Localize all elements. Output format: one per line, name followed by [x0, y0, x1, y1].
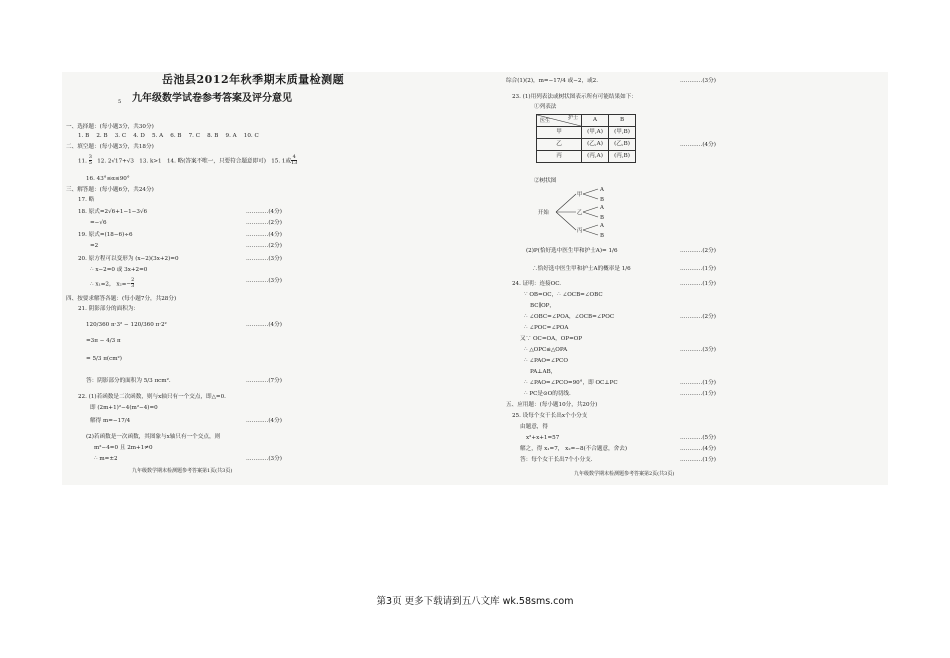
answer: 4. D [133, 133, 145, 139]
table-row [537, 139, 636, 151]
answer: 5. A [151, 133, 164, 139]
tree-leaf: A [600, 187, 604, 193]
section-5-heading: 五、应用题：(每小题10分，共20分) [506, 402, 598, 408]
q24-line: ∴ ∠OBC=∠POA，∠OCB=∠POC [524, 314, 615, 320]
exam-title: 岳池县2012年秋季期末质量检测题 [162, 73, 345, 86]
answer: 6. B [170, 133, 182, 139]
score: …………(3分) [680, 78, 716, 84]
table-corner [537, 115, 582, 127]
outcome-table [536, 114, 636, 163]
root-fraction [131, 278, 134, 290]
numerator: 3 [88, 154, 92, 160]
q23-conclusion: ∴恰好选中医生甲和护士A的概率是 1/6 [532, 266, 631, 272]
q18-line2: =−√6 [90, 220, 107, 226]
score: …………(4分) [680, 446, 716, 452]
score: …………(1分) [680, 457, 716, 463]
q19-line2: =2 [90, 243, 99, 249]
q22-line6: ∴ m=±2 [94, 456, 118, 462]
tree-leaf: A [600, 205, 604, 211]
q24-line: 又∵ OC=OA，OP=OP [520, 336, 583, 342]
score: …………(1分) [680, 391, 716, 397]
q21-line2: =3π − 4/3 π [86, 338, 121, 344]
q15-fraction [291, 155, 297, 167]
denominator: 5 [88, 160, 92, 167]
q11-fraction [89, 155, 92, 167]
q20-line2: ∴ x−2=0 或 3x+2=0 [90, 267, 148, 273]
table-cell: (丙,A) [582, 151, 609, 163]
section-2-heading: 二、填空题：(每小题3分，共18分) [66, 144, 154, 150]
q11-label: 11. [78, 158, 87, 165]
score: …………(2分) [680, 314, 716, 320]
answer-key-title: 九年级数学试卷参考答案及评分意见 [132, 93, 292, 104]
numerator: 4 [292, 154, 296, 160]
tree-node: 乙 [577, 210, 583, 216]
q24-line: ∴ PC是⊙O的切线. [524, 391, 571, 397]
table-cell: (乙,B) [609, 139, 636, 151]
q21: 21. 阴影部分的面积为： [78, 306, 140, 312]
combined-result: 综合(1)(2)，m=−17/4 或−2，或2. [506, 78, 599, 84]
q23-probability: (2)P(恰好选中医生甲和护士A)= 1/6 [526, 248, 618, 254]
row-header: 乙 [537, 139, 582, 151]
q16: 16. 43°≤α≤90° [86, 176, 130, 182]
row-header: 甲 [537, 127, 582, 139]
q24-line: ∴ ∠PAO=∠PCO [524, 358, 568, 364]
answer: 1. B [78, 133, 90, 139]
score: …………(1分) [680, 281, 716, 287]
score: …………(3分) [680, 347, 716, 353]
q15-label: 15. 1或 [271, 158, 292, 165]
corner-bottom-label: 医生 [540, 118, 551, 125]
section-1-heading: 一、选择题：(每小题3分，共30分) [66, 124, 154, 130]
table-cell: (乙,A) [582, 139, 609, 151]
q22-line4: (2)若函数是一次函数，其图象与x轴只有一个交点，则 [86, 434, 221, 440]
q20-roots: ∴ x₁=2， x₂=− [90, 281, 132, 288]
tree-node: 丙 [577, 228, 583, 234]
section-3-heading: 三、解答题：(每小题6分，共24分) [66, 187, 154, 193]
table-cell: (甲,A) [582, 127, 609, 139]
q22-line5: m²−4=0 且 2m+1≠0 [94, 445, 153, 451]
q24-line: ∵ OB=OC，∴ ∠OCB=∠OBC [524, 292, 603, 298]
score: …………(4分) [246, 232, 282, 238]
row-header: 丙 [537, 151, 582, 163]
q18-line1: 18. 原式=2√6+1−1−3√6 [78, 209, 148, 215]
numerator: 2 [131, 277, 135, 283]
answer: 7. C [188, 133, 201, 139]
margin-mark: 5 [118, 99, 122, 105]
column-header: A [582, 115, 609, 127]
q24-line: ∴ △OPC≌△OPA [524, 347, 568, 353]
score: …………(4分) [246, 418, 282, 424]
q24-line: PA⊥AB， [530, 369, 557, 375]
score: …………(4分) [246, 322, 282, 328]
q25-line: 答：每个女干长出7个小分支. [520, 457, 593, 463]
table-row [537, 127, 636, 139]
q24-line: ∴ ∠PAO=∠PCO=90°，即 OC⊥PC [524, 380, 618, 386]
score: …………(2分) [246, 243, 282, 249]
q17: 17. 略 [78, 197, 95, 203]
score: …………(2分) [246, 220, 282, 226]
answer: 3. C [114, 133, 127, 139]
answer: 8. B [207, 133, 219, 139]
denominator: 13 [291, 160, 298, 167]
section-4-heading: 四、按要求解答各题：(每小题7分，共28分) [66, 296, 177, 302]
right-footer: 九年级数学期末检测题参考答案第2页(共3页) [574, 471, 675, 477]
q13: 13. k>1 [139, 158, 162, 165]
score: …………(5分) [680, 435, 716, 441]
choice-answers [78, 133, 259, 141]
answer: 9. A [225, 133, 237, 139]
answer: 10. C [243, 133, 259, 139]
q25-line: 25. 设每个女干长出x个小分支 [512, 413, 588, 419]
q24-line: ∴ ∠POC=∠POA [524, 325, 569, 331]
score: …………(7分) [246, 378, 282, 384]
corner-top-label: 护士 [567, 115, 578, 121]
table-cell: (甲,B) [609, 127, 636, 139]
q20-line3 [90, 278, 134, 290]
tree-leaf: B [600, 197, 604, 203]
q14: 14. 略(答案不唯一，只要符合题意即可) [166, 158, 266, 165]
q22-line3: 解得 m=−17/4 [90, 418, 131, 424]
q21-line1: 120/360 π·3² − 120/360 π·2² [86, 322, 167, 328]
table-cell: (丙,B) [609, 151, 636, 163]
q21-answer: 答：阴影部分的面积为 5/3 πcm². [86, 378, 171, 384]
q20-line1: 20. 原方程可以变形为 (x−2)(3x+2)=0 [78, 256, 179, 262]
q19-line1: 19. 原式=(18−6)÷6 [78, 232, 133, 238]
table-method-label: ①列表法 [534, 104, 557, 110]
score: …………(1分) [680, 380, 716, 386]
score: …………(2分) [680, 248, 716, 254]
q22-line1: 22. (1)若函数是二次函数，则与x轴只有一个交点，即△=0. [78, 394, 226, 400]
score: …………(4分) [246, 209, 282, 215]
tree-leaf: B [600, 233, 604, 238]
score: …………(3分) [246, 256, 282, 262]
table-row [537, 151, 636, 163]
q24-heading: 24. 证明：连接OC. [512, 281, 562, 287]
answer: 2. B [96, 133, 108, 139]
fill-answers [78, 155, 297, 167]
score: …………(3分) [246, 456, 282, 462]
q25-line: 由题意，得 [520, 424, 548, 430]
q25-line: x²+x+1=57 [526, 435, 560, 441]
tree-root: 开始 [538, 210, 549, 216]
tree-method-label: ②树状图 [534, 178, 557, 184]
q23-heading: 23. (1)用列表法或树状图表示所有可能结果如下： [512, 94, 637, 100]
q24-line: BC∥OP， [530, 303, 556, 309]
tree-node: 甲 [577, 192, 583, 198]
score: …………(3分) [246, 278, 282, 284]
q25-line: 解之，得 x₁=7， x₂=−8(不合题意，舍去) [520, 446, 628, 452]
left-footer: 九年级数学期末检测题参考答案第1页(共3页) [132, 468, 233, 474]
table-header-row [537, 115, 636, 127]
tree-leaf: B [600, 215, 604, 221]
score: …………(1分) [680, 266, 716, 272]
tree-diagram [536, 186, 626, 238]
q21-line3: = 5/3 π(cm²) [86, 356, 122, 362]
score: …………(4分) [680, 142, 716, 148]
tree-leaf: A [600, 223, 604, 229]
denominator: 3 [131, 283, 135, 290]
q12: 12. 2√17+√3 [97, 158, 134, 165]
download-footer-note: 第3页 更多下载请到五八文库 wk.58sms.com [376, 596, 574, 607]
column-header: B [609, 115, 636, 127]
q22-line2: 即 (2m+1)²−4(m²−4)=0 [90, 405, 158, 411]
